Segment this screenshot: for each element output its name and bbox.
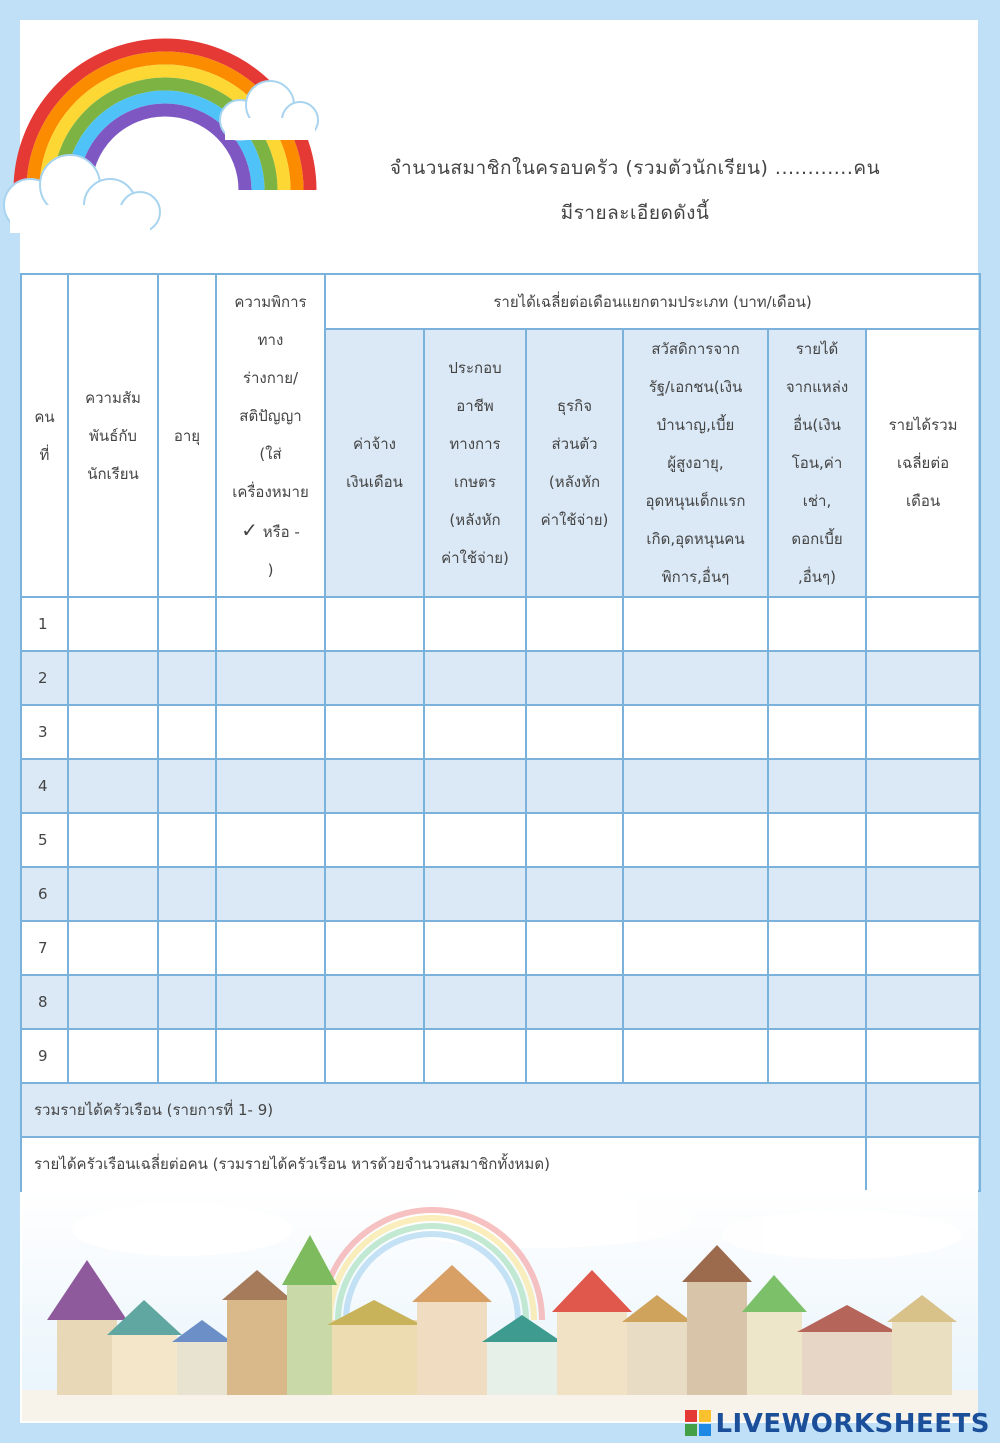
welfare-cell[interactable]: [623, 867, 768, 921]
row-number: 9: [21, 1029, 68, 1083]
header-total: รายได้รวม เฉลี่ยต่อ เดือน: [866, 329, 980, 597]
table-row: [21, 597, 980, 651]
header-income-group: รายได้เฉลี่ยต่อเดือนแยกตามประเภท (บาท/เดือน): [325, 274, 980, 329]
liveworksheets-badge-icon: [685, 1410, 711, 1436]
summary-total-label: รวมรายได้ครัวเรือน (รายการที่ 1- 9): [21, 1083, 866, 1137]
wage-cell[interactable]: [325, 597, 424, 651]
other-income-cell[interactable]: [768, 759, 866, 813]
agriculture-cell[interactable]: [424, 651, 526, 705]
header-agriculture: ประกอบ อาชีพ ทางการ เกษตร (หลังหัก ค่าใช้จ่าย): [424, 329, 526, 597]
business-cell[interactable]: [526, 597, 623, 651]
header-relation: ความสัม พันธ์กับ นักเรียน: [68, 274, 158, 597]
age-cell[interactable]: [158, 867, 216, 921]
village-illustration: [22, 1190, 978, 1421]
relation-cell[interactable]: [68, 867, 158, 921]
table-row: [21, 975, 980, 1029]
row-number: 8: [21, 975, 68, 1029]
relation-cell[interactable]: [68, 759, 158, 813]
disability-cell[interactable]: [216, 759, 325, 813]
details-caption: มีรายละเอียดดังนี้: [560, 202, 710, 224]
age-cell[interactable]: [158, 1029, 216, 1083]
header-person-no: คน ที่: [21, 274, 68, 597]
row-number: 6: [21, 867, 68, 921]
other-income-cell[interactable]: [768, 705, 866, 759]
summary-average-label: รายได้ครัวเรือนเฉลี่ยต่อคน (รวมรายได้ครัวเรือน หารด้วยจำนวนสมาชิกทั้งหมด): [21, 1137, 866, 1191]
other-income-cell[interactable]: [768, 651, 866, 705]
brand-logo: LIVEWORKSHEETS: [685, 1409, 990, 1439]
total-cell[interactable]: [866, 975, 980, 1029]
business-cell[interactable]: [526, 921, 623, 975]
welfare-cell[interactable]: [623, 813, 768, 867]
other-income-cell[interactable]: [768, 1029, 866, 1083]
agriculture-cell[interactable]: [424, 921, 526, 975]
other-income-cell[interactable]: [768, 867, 866, 921]
total-cell[interactable]: [866, 1029, 980, 1083]
income-table: [20, 273, 981, 1192]
total-cell[interactable]: [866, 759, 980, 813]
table-row: [21, 921, 980, 975]
business-cell[interactable]: [526, 1029, 623, 1083]
disability-cell[interactable]: [216, 867, 325, 921]
age-cell[interactable]: [158, 813, 216, 867]
rainbow-illustration: [0, 0, 340, 240]
welfare-cell[interactable]: [623, 651, 768, 705]
row-number: 5: [21, 813, 68, 867]
header-disability: ความพิการ ทาง ร่างกาย/ สติปัญญา (ใส่ เครื่องหมาย ✓ หรือ - ): [216, 274, 325, 597]
relation-cell[interactable]: [68, 975, 158, 1029]
age-cell[interactable]: [158, 759, 216, 813]
table-row: [21, 867, 980, 921]
agriculture-cell[interactable]: [424, 975, 526, 1029]
row-number: 3: [21, 705, 68, 759]
relation-cell[interactable]: [68, 1029, 158, 1083]
relation-cell[interactable]: [68, 597, 158, 651]
welfare-cell[interactable]: [623, 1029, 768, 1083]
agriculture-cell[interactable]: [424, 867, 526, 921]
age-cell[interactable]: [158, 921, 216, 975]
welfare-cell[interactable]: [623, 705, 768, 759]
total-cell[interactable]: [866, 867, 980, 921]
age-cell[interactable]: [158, 975, 216, 1029]
total-cell[interactable]: [866, 597, 980, 651]
disability-cell[interactable]: [216, 921, 325, 975]
wage-cell[interactable]: [325, 705, 424, 759]
table-row: [21, 813, 980, 867]
row-number: 1: [21, 597, 68, 651]
business-cell[interactable]: [526, 975, 623, 1029]
relation-cell[interactable]: [68, 921, 158, 975]
wage-cell[interactable]: [325, 867, 424, 921]
disability-cell[interactable]: [216, 1029, 325, 1083]
business-cell[interactable]: [526, 759, 623, 813]
wage-cell[interactable]: [325, 813, 424, 867]
other-income-cell[interactable]: [768, 813, 866, 867]
wage-cell[interactable]: [325, 975, 424, 1029]
other-income-cell[interactable]: [768, 921, 866, 975]
total-cell[interactable]: [866, 921, 980, 975]
other-income-cell[interactable]: [768, 975, 866, 1029]
row-number: 4: [21, 759, 68, 813]
agriculture-cell[interactable]: [424, 813, 526, 867]
welfare-cell[interactable]: [623, 975, 768, 1029]
summary-total-input[interactable]: [866, 1083, 980, 1137]
agriculture-cell[interactable]: [424, 1029, 526, 1083]
table-row: [21, 759, 980, 813]
total-cell[interactable]: [866, 705, 980, 759]
business-cell[interactable]: [526, 651, 623, 705]
disability-cell[interactable]: [216, 705, 325, 759]
header-other-income: รายได้ จากแหล่ง อื่น(เงิน โอน,ค่า เช่า, ดอกเบี้ย ,อื่นๆ): [768, 329, 866, 597]
check-mark-icon: ✓: [241, 517, 258, 542]
family-count-line: จำนวนสมาชิกในครอบครัว (รวมตัวนักเรียน) ............คน: [389, 157, 881, 179]
wage-cell[interactable]: [325, 759, 424, 813]
welfare-cell[interactable]: [623, 759, 768, 813]
agriculture-cell[interactable]: [424, 597, 526, 651]
age-cell[interactable]: [158, 597, 216, 651]
wage-cell[interactable]: [325, 651, 424, 705]
disability-cell[interactable]: [216, 813, 325, 867]
business-cell[interactable]: [526, 813, 623, 867]
wage-cell[interactable]: [325, 1029, 424, 1083]
header-age: อายุ: [158, 274, 216, 597]
row-number: 7: [21, 921, 68, 975]
agriculture-cell[interactable]: [424, 759, 526, 813]
age-cell[interactable]: [158, 705, 216, 759]
total-cell[interactable]: [866, 813, 980, 867]
age-cell[interactable]: [158, 651, 216, 705]
table-row: [21, 705, 980, 759]
relation-cell[interactable]: [68, 813, 158, 867]
agriculture-cell[interactable]: [424, 705, 526, 759]
table-row: [21, 1029, 980, 1083]
header-business: ธุรกิจ ส่วนตัว (หลังหัก ค่าใช้จ่าย): [526, 329, 623, 597]
welfare-cell[interactable]: [623, 921, 768, 975]
relation-cell[interactable]: [68, 705, 158, 759]
header-welfare: สวัสดิการจาก รัฐ/เอกชน(เงิน บำนาญ,เบี้ย ผู้สูงอายุ, อุดหนุนเด็กแรก เกิด,อุดหนุนคน พิการ,อื่นๆ: [623, 329, 768, 597]
wage-cell[interactable]: [325, 921, 424, 975]
row-number: 2: [21, 651, 68, 705]
summary-average-input[interactable]: [866, 1137, 980, 1191]
table-row: [21, 651, 980, 705]
disability-cell[interactable]: [216, 651, 325, 705]
business-cell[interactable]: [526, 867, 623, 921]
header-wage: ค่าจ้าง เงินเดือน: [325, 329, 424, 597]
other-income-cell[interactable]: [768, 597, 866, 651]
total-cell[interactable]: [866, 651, 980, 705]
disability-cell[interactable]: [216, 975, 325, 1029]
disability-cell[interactable]: [216, 597, 325, 651]
business-cell[interactable]: [526, 705, 623, 759]
relation-cell[interactable]: [68, 651, 158, 705]
welfare-cell[interactable]: [623, 597, 768, 651]
